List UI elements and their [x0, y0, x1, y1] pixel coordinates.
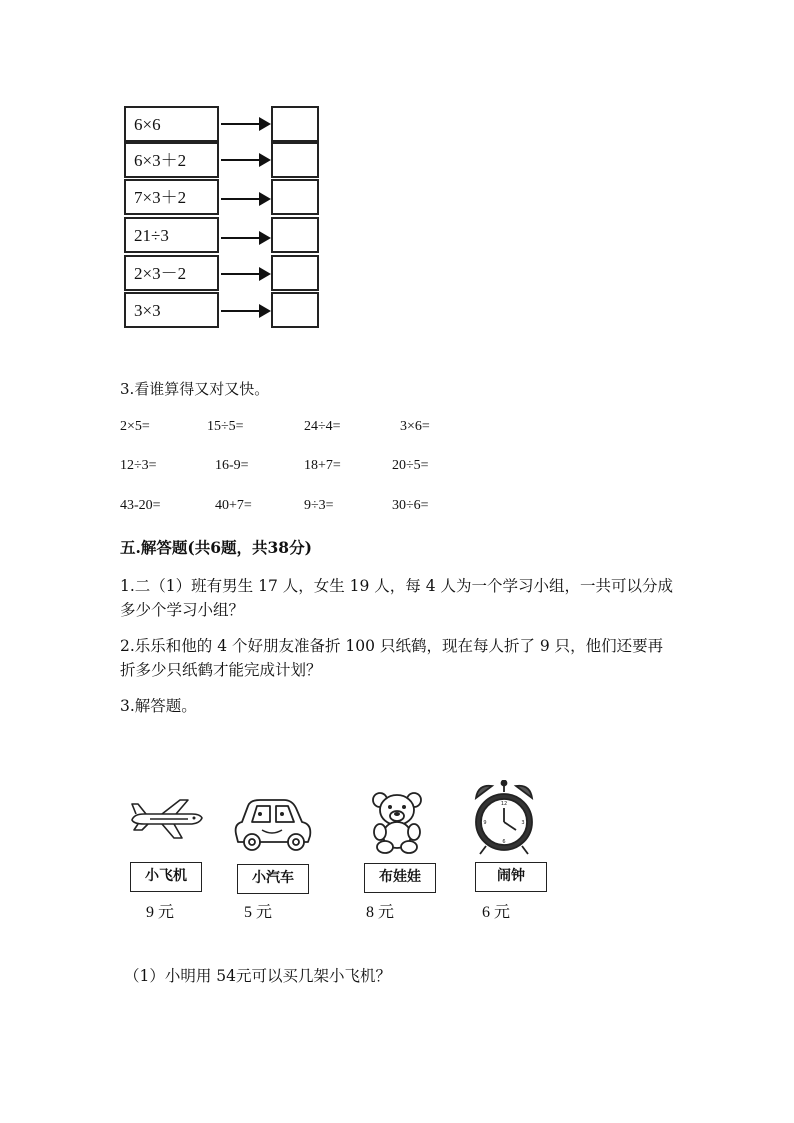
expression-cell: 3×3	[124, 292, 219, 328]
teddy-bear-icon	[368, 790, 426, 854]
calc-item: 3×6=	[400, 419, 430, 434]
expression-cell: 21÷3	[124, 217, 219, 253]
item-label: 小汽车	[237, 864, 309, 894]
calc-item: 18+7=	[304, 458, 341, 473]
answer-box[interactable]	[271, 142, 319, 178]
svg-text:9: 9	[483, 820, 487, 826]
answer-box[interactable]	[271, 179, 319, 215]
calc-item: 2×5=	[120, 419, 150, 434]
item-price: 9 元	[146, 904, 175, 921]
airplane-icon	[128, 796, 204, 842]
sub-question: （1）小明用 54元可以买几架小飞机？	[124, 967, 392, 985]
expression-cell: 7×3＋2	[124, 179, 219, 215]
svg-text:12: 12	[500, 801, 508, 807]
section-heading: 五.解答题(共6题，共38分)	[120, 538, 312, 557]
arrow-icon	[221, 153, 271, 167]
item-price: 5 元	[244, 904, 273, 921]
arrow-icon	[221, 192, 271, 206]
calc-item: 20÷5=	[392, 458, 429, 473]
calc-item: 43-20=	[120, 498, 161, 513]
expression-cell: 6×3＋2	[124, 142, 219, 178]
item-label: 小飞机	[130, 862, 202, 892]
calc-item: 40+7=	[215, 498, 252, 513]
answer-box[interactable]	[271, 292, 319, 328]
item-label: 布娃娃	[364, 863, 436, 893]
svg-text:3: 3	[521, 820, 525, 826]
question-line: 多少个学习小组？	[120, 601, 245, 619]
alarm-clock-icon	[472, 780, 536, 856]
item-price: 8 元	[366, 904, 395, 921]
question-line: 1.二（1）班有男生 17 人，女生 19 人，每 4 人为一个学习小组，一共可以分成	[120, 577, 674, 595]
question-3-title: 3.解答题。	[120, 697, 197, 715]
calc-item: 30÷6=	[392, 498, 429, 513]
section-title: 3.看谁算得又对又快。	[120, 380, 270, 398]
question-line: 2.乐乐和他的 4 个好朋友准备折 100 只纸鹤，现在每人折了 9 只，他们还要再	[120, 637, 664, 655]
item-price: 6 元	[482, 904, 511, 921]
svg-text:6: 6	[502, 839, 506, 845]
question-1	[120, 574, 680, 622]
expression-cell: 2×3－2	[124, 255, 219, 291]
answer-box[interactable]	[271, 106, 319, 142]
calc-item: 24÷4=	[304, 419, 341, 434]
answer-box[interactable]	[271, 217, 319, 253]
arrow-icon	[221, 267, 271, 281]
question-line: 折多少只纸鹤才能完成计划？	[120, 661, 322, 679]
item-label: 闹钟	[475, 862, 547, 892]
expression-cell: 6×6	[124, 106, 219, 142]
arrow-icon	[221, 117, 271, 131]
calc-item: 9÷3=	[304, 498, 334, 513]
car-icon	[230, 794, 314, 854]
arrow-icon	[221, 231, 271, 245]
calc-item: 15÷5=	[207, 419, 244, 434]
arrow-icon	[221, 304, 271, 318]
calc-item: 12÷3=	[120, 458, 157, 473]
answer-box[interactable]	[271, 255, 319, 291]
question-2	[120, 634, 680, 682]
calc-item: 16-9=	[215, 458, 249, 473]
